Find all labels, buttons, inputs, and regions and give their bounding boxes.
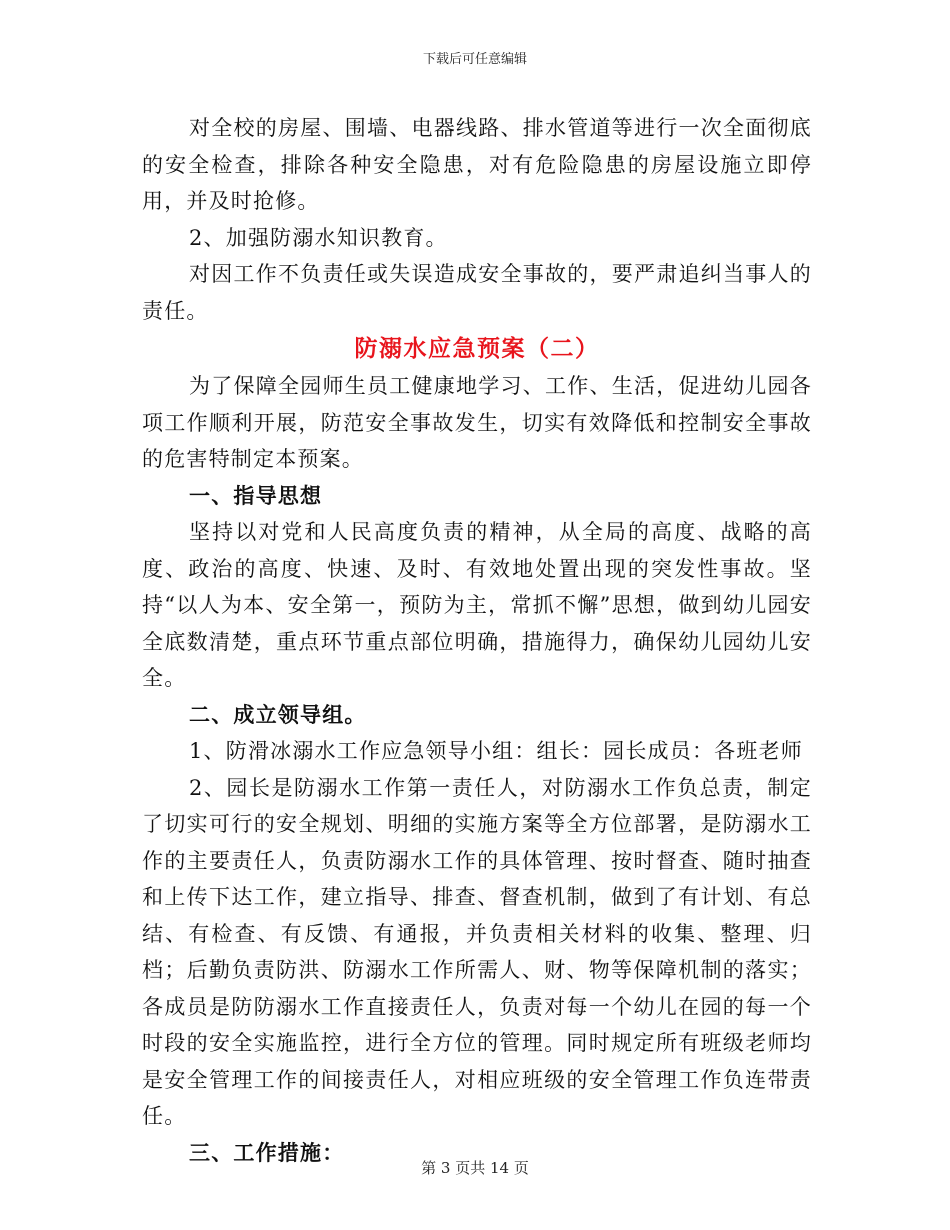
section-heading-guiding-thought: 一、指导思想 <box>189 482 323 508</box>
page-footer: 第 3 页共 14 页 <box>421 1159 529 1177</box>
paragraph-guiding-thought: 坚持以对党和人民高度负责的精神，从全局的高度、战略的高度、政治的高度、快速、及时、有效地处置出现的突发性事故。坚持“以人为本、安全第一，预防为主，常抓不懈”思想，做到幼儿园安全底数清楚，重点环节重点部位明确，措施得力，确保幼儿园幼儿安全。 <box>142 520 812 690</box>
document-title: 防溺水应急预案（二） <box>354 335 600 362</box>
paragraph-responsibility: 对因工作不负责任或失误造成安全事故的，要严肃追纠当事人的责任。 <box>142 262 812 323</box>
paragraph-inspection: 对全校的房屋、围墙、电器线路、排水管道等进行一次全面彻底的安全检查，排除各种安全隐患，对有危险隐患的房屋设施立即停用，并及时抢修。 <box>142 116 812 213</box>
page-header: 下载后可任意编辑 <box>422 52 527 67</box>
paragraph-education: 2、加强防溺水知识教育。 <box>189 225 448 250</box>
section-heading-leadership-group: 二、成立领导组。 <box>189 701 367 727</box>
paragraph-leadership-item-2: 2、园长是防溺水工作第一责任人，对防溺水工作负总责，制定了切实可行的安全规划、明细的实施方案等全方位部署，是防溺水工作的主要责任人，负责防溺水工作的具体管理、按时督查、随时抽查和上传下达工作，建立指导、排查、督查机制，做到了有计划、有总结、有检查、有反馈、有通报，并负责相关材料的收集、整理、归档；后勤负责防洪、防溺水工作所需人、财、物等保障机制的落实；各成员是防防溺水工作直接责任人，负责对每一个幼儿在园的每一个时段的安全实施监控，进行全方位的管理。同时规定所有班级老师均是安全管理工作的间接责任人，对相应班级的安全管理工作负连带责任。 <box>142 775 812 1128</box>
section-heading-work-measures: 三、工作措施： <box>189 1139 345 1165</box>
paragraph-intro: 为了保障全园师生员工健康地学习、工作、生活，促进幼儿园各项工作顺利开展，防范安全事故发生，切实有效降低和控制安全事故的危害特制定本预案。 <box>142 374 812 471</box>
paragraph-leadership-item-1: 1、防滑冰溺水工作应急领导小组：组长：园长成员：各班老师 <box>189 739 803 763</box>
document-body <box>142 110 812 1171</box>
